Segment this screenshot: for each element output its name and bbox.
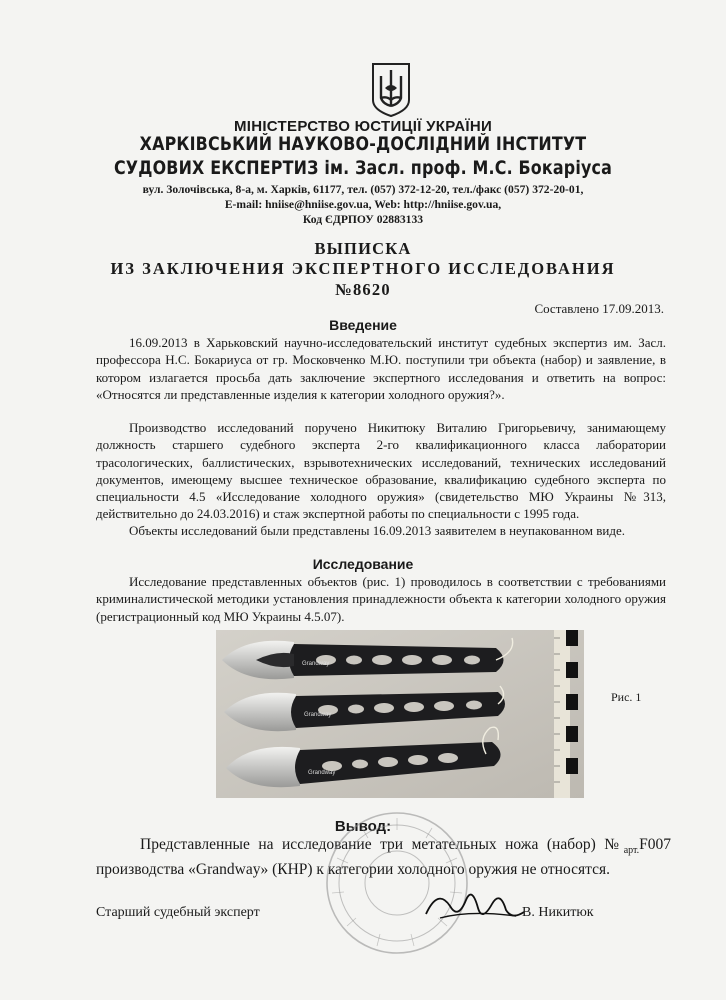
composed-date: Составлено 17.09.2013. <box>534 301 664 316</box>
institute-name-line1: ХАРКІВСЬКИЙ НАУКОВО-ДОСЛІДНИЙ ІНСТИТУТ <box>139 134 587 155</box>
doc-title: ВЫПИСКА <box>314 239 412 258</box>
conclusion-heading: Вывод: <box>334 818 392 835</box>
contact-line: E-mail: hniise@hniise.gov.ua, Web: http://hniise.gov.ua, <box>224 198 502 211</box>
coat-of-arms-icon <box>371 62 411 118</box>
intro-paragraph-2: Производство исследований поручено Никитюку Виталию Григорьевичу, занимающему должность старшего судебного эксперта 2-го квалификационного класса лаборатории трасологических, баллистических, взрывотехнических исследований, технических исследований документов, имеющему высшее техническое образование, квалификацию судебного эксперта по специальности 4.5 «Исследование холодного оружия» (свидетельство МЮ Украины №313, действительно до 24.03.2016) и стаж экспертной работы по специальности с 1995 года. <box>96 420 666 522</box>
conclusion-text-start: Представленные на исследование три метательных ножа (набор) № <box>140 836 624 853</box>
handwritten-signature <box>420 880 530 930</box>
intro-heading: Введение <box>329 317 397 333</box>
figure-caption: Рис. 1 <box>611 690 642 704</box>
signatory-position: Старший судебный эксперт <box>96 905 260 920</box>
knife-brand-label: Grandway <box>304 712 332 718</box>
intro-paragraph-1: 16.09.2013 в Харьковский научно-исследовательский институт судебных экспертиз им. Засл. профессора Н.С. Бокариуса от гр. Московченко М.Ю. поступили три объекта (набор) и заявление, в котором излагается просьба дать заключение экспертного исследования и ответить на вопрос: «Относятся ли представленные изделия к категории холодного оружия?». <box>96 335 666 402</box>
research-heading: Исследование <box>312 556 414 572</box>
doc-number: №8620 <box>335 280 391 299</box>
conclusion-subscript: арт. <box>623 845 640 857</box>
institute-name-line2: СУДОВИХ ЕКСПЕРТИЗ ім. Засл. проф. М.С. Бокаріуса <box>113 158 613 179</box>
conclusion-text-end: F007 производства «Grandway» (КНР) к категории холодного оружия не относятся. <box>96 836 671 879</box>
doc-subtitle: ИЗ ЗАКЛЮЧЕНИЯ ЭКСПЕРТНОГО ИССЛЕДОВАНИЯ <box>110 259 616 278</box>
research-paragraph: Исследование представленных объектов (рис. 1) проводилось в соответствии с требованиями криминалистической методики установления принадлежности объекта к категории холодного оружия (регистрационный код МЮ Украины 4.5.07). <box>96 574 666 624</box>
edrpou-code: Код ЄДРПОУ 02883133 <box>302 213 424 226</box>
knife-brand-label: Grandway <box>302 661 330 667</box>
intro-paragraph-3: Объекты исследований были представлены 16.09.2013 заявителем в неупакованном виде. <box>129 523 625 538</box>
knife-brand-label: Grandway <box>308 770 336 776</box>
signatory-name: В. Никитюк <box>522 905 594 920</box>
knives-photo <box>216 630 584 798</box>
address-line: вул. Золочівська, 8-а, м. Харків, 61177, тел. (057) 372-12-20, тел./факс (057) 372-20-01, <box>142 183 584 196</box>
ministry-name: МІНІСТЕРСТВО ЮСТИЦІЇ УКРАЇНИ <box>233 118 493 135</box>
